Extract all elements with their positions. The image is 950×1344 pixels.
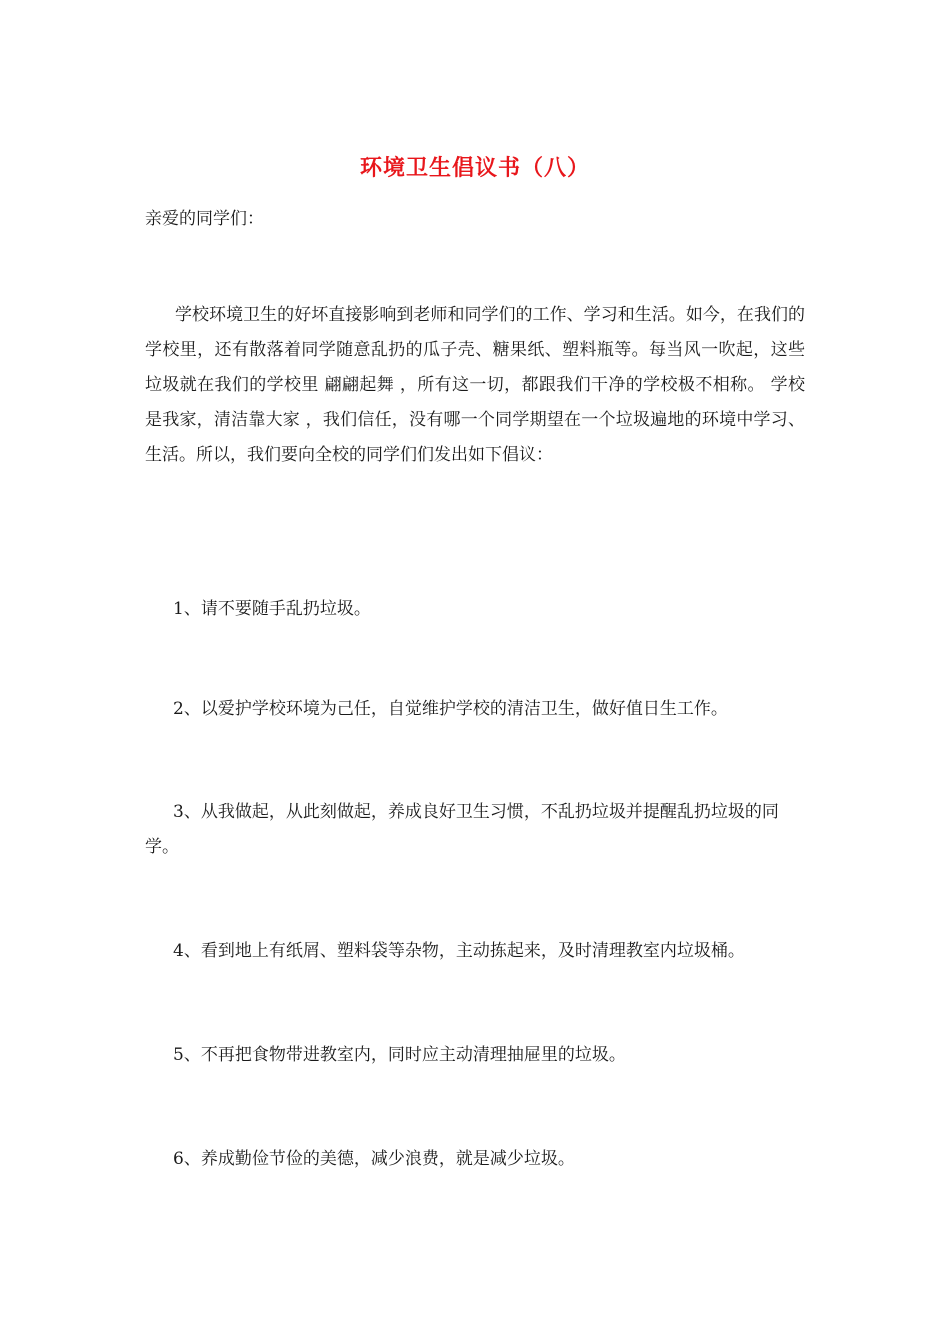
document-title: 环境卫生倡议书（八）	[359, 155, 590, 181]
proposal-item-5: 5、不再把食物带进教室内，同时应主动清理抽屉里的垃圾。	[173, 1045, 626, 1065]
intro-paragraph: 学校环境卫生的好坏直接影响到老师和同学们的工作、学习和生活。如今，在我们的学校里，还有散落着同学随意乱扔的瓜子壳、糖果纸、塑料瓶等。每当风一吹起，这些垃圾就在我们的学校里 翩翩起舞 ，所有这一切，都跟我们干净的学校极不相称。 学校是我家，清洁靠大家 ，我们信任，没有哪一个同学期望在一个垃圾遍地的环境中学习、生活。所以，我们要向全校的同学们们发出如下倡议：	[145, 305, 805, 465]
proposal-item-4: 4、看到地上有纸屑、塑料袋等杂物，主动拣起来，及时清理教室内垃圾桶。	[173, 941, 745, 961]
greeting: 亲爱的同学们：	[145, 209, 264, 229]
proposal-item-1: 1、请不要随手乱扔垃圾。	[173, 599, 371, 619]
proposal-item-2: 2、以爱护学校环境为己任，自觉维护学校的清洁卫生，做好值日生工作。	[173, 699, 728, 719]
proposal-item-3: 3、从我做起，从此刻做起，养成良好卫生习惯，不乱扔垃圾并提醒乱扔垃圾的同学。	[145, 802, 779, 857]
proposal-item-6: 6、养成勤俭节俭的美德，减少浪费，就是减少垃圾。	[173, 1149, 575, 1169]
